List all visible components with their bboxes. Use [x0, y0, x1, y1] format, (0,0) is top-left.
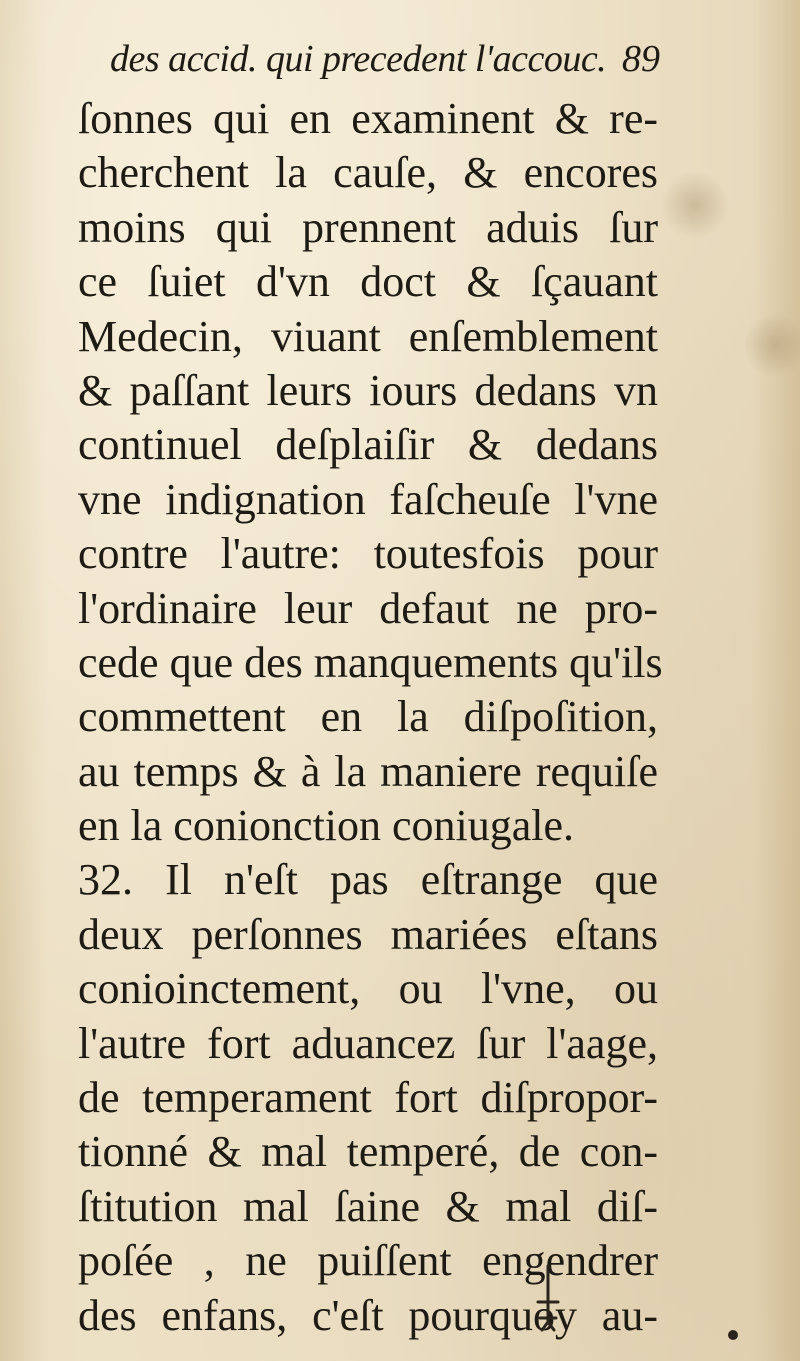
text-line: deux perſonnes mariées eſtans [78, 909, 658, 959]
text-line: l'autre fort aduancez ſur l'aage, [78, 1018, 658, 1068]
text-line: de temperament fort diſpropor- [78, 1073, 658, 1123]
foxing-stain [745, 310, 800, 380]
text-line: ſtitution mal ſaine & mal diſ- [78, 1181, 658, 1231]
text-line: continuel deſplaiſir & dedans [78, 420, 658, 470]
text-line: contre l'autre: toutesfois pour [78, 529, 658, 579]
text-line: vne indignation faſcheuſe l'vne [78, 474, 658, 524]
text-line: Medecin, viuant enſemblement [78, 311, 658, 361]
printers-mark-icon [530, 1262, 566, 1332]
text-line: ce ſuiet d'vn doct & ſçauant [78, 257, 658, 307]
text-line: au temps & à la maniere requiſe [78, 746, 658, 796]
running-head: des accid. qui precedent l'accouc. [110, 38, 607, 80]
foxing-stain [660, 170, 730, 240]
text-line: cede que des manquements qu'ils [78, 637, 663, 687]
body-text [78, 92, 663, 1343]
ink-dot [728, 1330, 738, 1340]
text-line: tionné & mal temperé, de con- [78, 1127, 658, 1177]
text-line: conioinctement, ou l'vne, ou [78, 964, 658, 1014]
text-line: commettent en la diſpoſition, [78, 692, 658, 742]
text-line: moins qui prennent aduis ſur [78, 202, 658, 252]
text-line: en la conionction coniugale. [78, 801, 575, 851]
text-line: l'ordinaire leur defaut ne pro- [78, 583, 658, 633]
text-line: cherchent la cauſe, & encores [78, 148, 658, 198]
page-number: 89 [622, 38, 660, 80]
text-line: 32. Il n'eſt pas eſtrange que [78, 855, 658, 905]
text-line: des enfans, c'eſt pourquoy au- [78, 1290, 658, 1340]
text-line: ſonnes qui en examinent & re- [78, 94, 658, 143]
text-line: & paſſant leurs iours dedans vn [78, 365, 658, 415]
text-line: poſée , ne puiſſent engendrer [78, 1236, 658, 1286]
